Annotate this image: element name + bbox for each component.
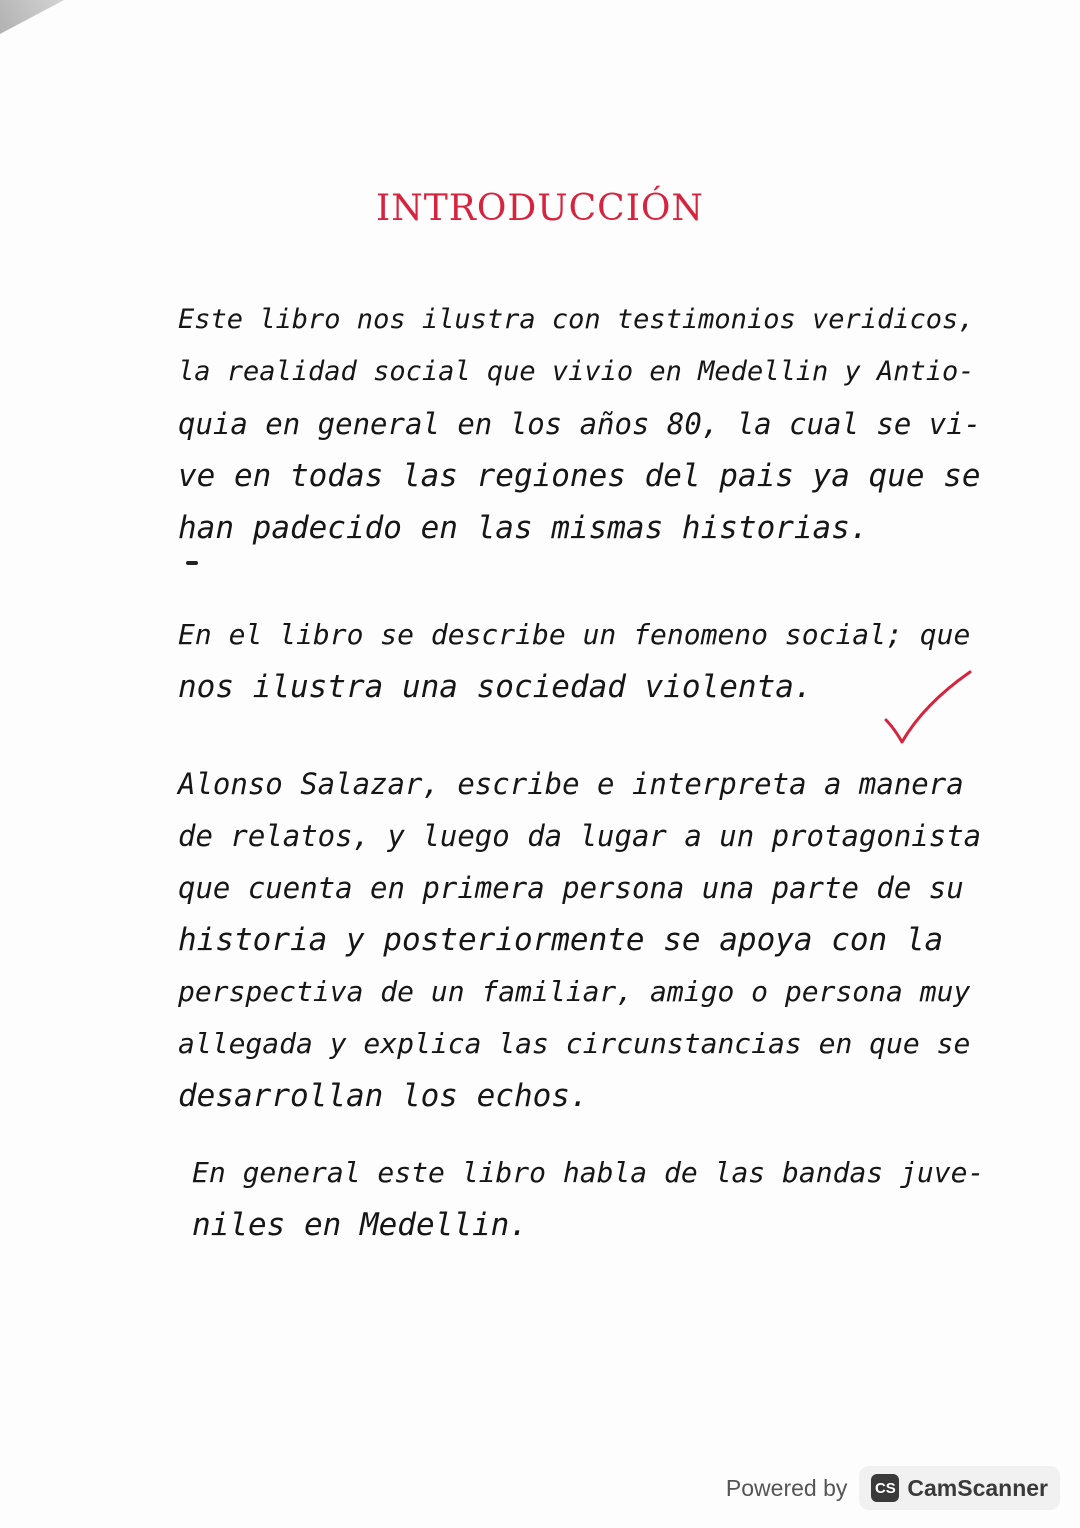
text-line: nos ilustra una sociedad violenta. <box>178 669 813 705</box>
text-line: niles en Medellin. <box>192 1207 528 1243</box>
text-line: desarrollan los echos. <box>178 1078 589 1114</box>
pen-mark <box>186 561 198 565</box>
paragraph-2 <box>178 609 988 713</box>
camscanner-brand: CamScanner <box>907 1474 1048 1501</box>
text-line: allegada y explica las circunstancias en que se <box>178 1027 971 1060</box>
pen-shadow <box>0 0 129 45</box>
paragraph-3 <box>178 758 988 1122</box>
text-line: En general este libro habla de las bandas juve- <box>192 1156 985 1189</box>
text-line: historia y posteriormente se apoya con la <box>178 922 944 958</box>
text-line: Este libro nos ilustra con testimonios veridicos, <box>178 304 975 335</box>
camscanner-logo-icon: CS <box>871 1474 899 1502</box>
powered-by-label: Powered by <box>725 1474 848 1501</box>
text-line: la realidad social que vivio en Medellin y Antio- <box>178 356 975 387</box>
paragraph-1 <box>178 294 988 554</box>
page-title: INTRODUCCIÓN <box>376 188 704 229</box>
camscanner-watermark <box>726 1466 1060 1510</box>
text-line: En el libro se describe un fenomeno social; que <box>178 618 971 651</box>
camscanner-badge <box>859 1466 1060 1510</box>
text-line: de relatos, y luego da lugar a un protagonista <box>178 819 982 853</box>
paragraph-4 <box>192 1147 1002 1251</box>
checkmark-icon <box>880 668 976 752</box>
text-line: quia en general en los años 80, la cual se vi- <box>178 407 982 441</box>
text-line: perspectiva de un familiar, amigo o persona muy <box>178 975 971 1008</box>
text-line: que cuenta en primera persona una parte de su <box>178 871 964 905</box>
text-line: ve en todas las regiones del pais ya que se <box>178 458 981 494</box>
text-line: han padecido en las mismas historias. <box>178 510 869 546</box>
text-line: Alonso Salazar, escribe e interpreta a manera <box>178 767 964 801</box>
